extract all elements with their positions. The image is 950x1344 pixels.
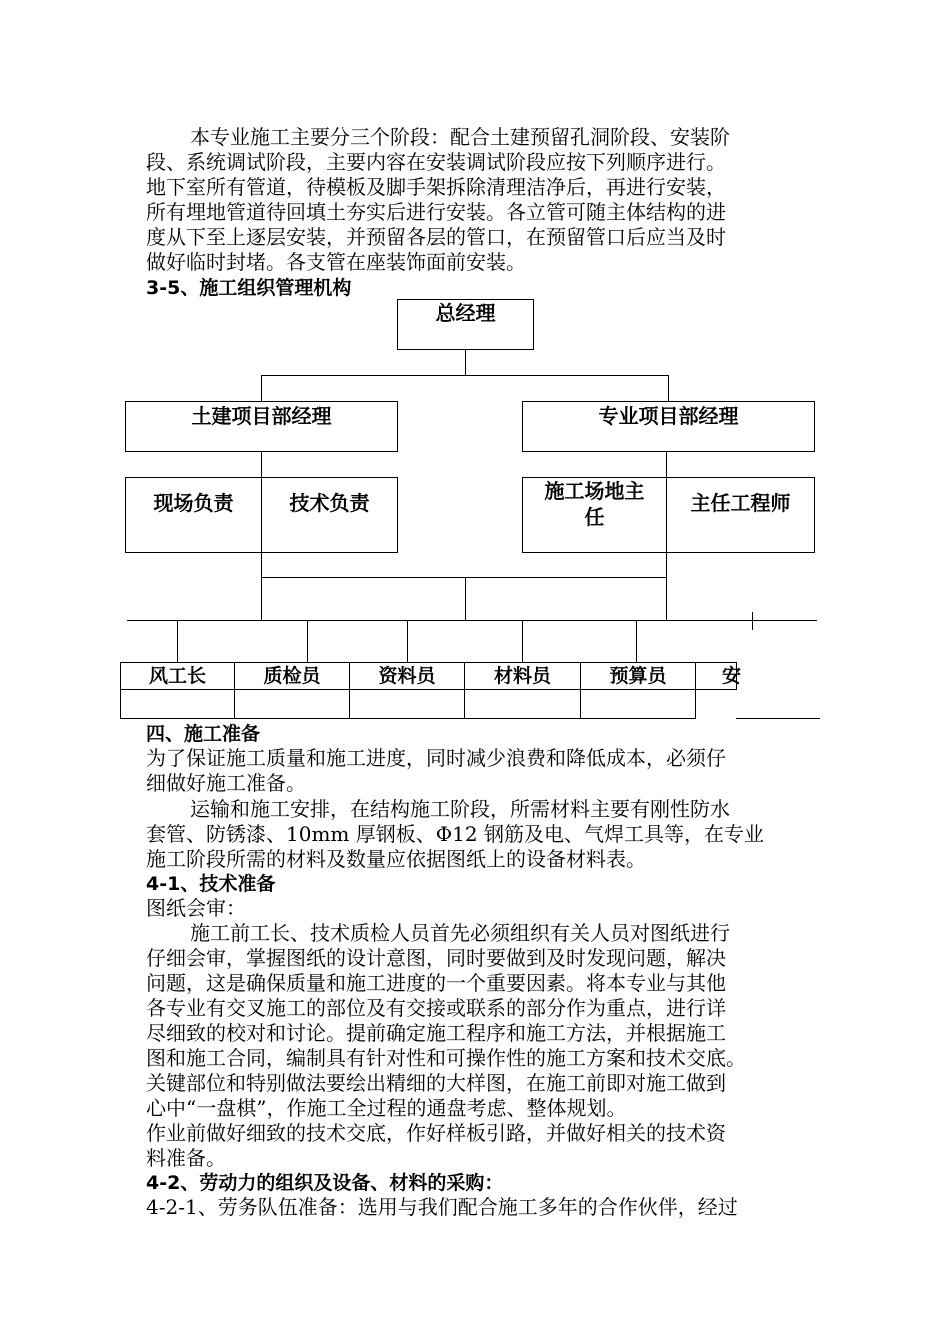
connector bbox=[666, 553, 667, 621]
connector bbox=[261, 375, 669, 376]
org-role-cell: 材料员 bbox=[464, 662, 581, 690]
connector bbox=[261, 375, 262, 402]
text-line: 尽细致的校对和讨论。提前确定施工程序和施工方法，并根据施工 bbox=[146, 1021, 726, 1045]
org-node-civil-manager: 土建项目部经理 bbox=[125, 401, 398, 452]
org-role-empty bbox=[580, 689, 696, 719]
org-node-site-lead: 现场负责 bbox=[125, 477, 262, 553]
text-line: 4-2-1、劳务队伍准备：选用与我们配合施工多年的合作伙伴，经过 bbox=[146, 1195, 738, 1219]
org-heading: 3-5、施工组织管理机构 bbox=[146, 277, 352, 299]
text-line: 图和施工合同，编制具有针对性和可操作性的施工方案和技术交底。 bbox=[146, 1046, 746, 1070]
text-line: 做好临时封堵。各支管在座装饰面前安装。 bbox=[146, 250, 526, 274]
connector bbox=[668, 375, 669, 402]
org-role-cell: 预算员 bbox=[580, 662, 696, 690]
connector bbox=[522, 620, 523, 663]
connector bbox=[261, 452, 262, 478]
section-heading: 4-2、劳动力的组织及设备、材料的采购： bbox=[146, 1172, 504, 1194]
section-heading: 4-1、技术准备 bbox=[146, 873, 276, 895]
org-node-chief-engineer: 主任工程师 bbox=[666, 477, 815, 553]
connector bbox=[177, 620, 178, 663]
org-role-empty bbox=[349, 689, 465, 719]
connector bbox=[666, 452, 667, 478]
org-node-special-manager: 专业项目部经理 bbox=[522, 401, 815, 452]
org-role-cell: 风工长 bbox=[120, 662, 235, 690]
text-line: 施工前工长、技术质检人员首先必须组织有关人员对图纸进行 bbox=[190, 921, 730, 945]
org-role-empty bbox=[464, 689, 581, 719]
connector bbox=[465, 577, 466, 621]
org-role-empty bbox=[120, 689, 235, 719]
org-role-cell: 资料员 bbox=[349, 662, 465, 690]
section-heading: 四、施工准备 bbox=[146, 723, 261, 745]
text-line: 地下室所有管道，待模板及脚手架拆除清理洁净后，再进行安装， bbox=[146, 175, 726, 199]
connector bbox=[465, 350, 466, 376]
text-line: 运输和施工安排，在结构施工阶段，所需材料主要有刚性防水 bbox=[190, 797, 730, 821]
org-node-tech-lead: 技术负责 bbox=[261, 477, 398, 553]
text-line: 段、系统调试阶段，主要内容在安装调试阶段应按下列顺序进行。 bbox=[146, 150, 726, 174]
org-role-cell: 质检员 bbox=[234, 662, 350, 690]
table-border bbox=[736, 718, 820, 719]
text-line: 细做好施工准备。 bbox=[146, 771, 306, 795]
text-line: 心中“一盘棋”，作施工全过程的通盘考虑、整体规划。 bbox=[146, 1096, 627, 1120]
text-line: 本专业施工主要分三个阶段：配合土建预留孔洞阶段、安装阶 bbox=[190, 125, 730, 149]
connector bbox=[261, 577, 667, 578]
org-role-cell: 安 bbox=[695, 662, 737, 690]
text-line: 套管、防锈漆、10mm 厚钢板、Φ12 钢筋及电、气焊工具等，在专业 bbox=[146, 822, 764, 846]
text-line: 度从下至上逐层安装，并预留各层的管口，在预留管口后应当及时 bbox=[146, 225, 726, 249]
connector bbox=[752, 612, 753, 630]
connector bbox=[407, 620, 408, 663]
text-line: 为了保证施工质量和施工进度，同时减少浪费和降低成本，必须仔 bbox=[146, 746, 726, 770]
text-line: 各专业有交叉施工的部位及有交接或联系的部分作为重点，进行详 bbox=[146, 996, 726, 1020]
org-role-empty bbox=[234, 689, 350, 719]
org-node-general-manager: 总经理 bbox=[397, 299, 534, 350]
text-line: 仔细会审，掌握图纸的设计意图，同时要做到及时发现问题，解决 bbox=[146, 946, 726, 970]
text-line: 施工阶段所需的材料及数量应依据图纸上的设备材料表。 bbox=[146, 847, 646, 871]
connector bbox=[307, 620, 308, 663]
connector bbox=[261, 553, 262, 621]
org-node-site-director: 施工场地主任 bbox=[522, 477, 667, 553]
text-line: 料准备。 bbox=[146, 1146, 226, 1170]
text-line: 作业前做好细致的技术交底，作好样板引路，并做好相关的技术资 bbox=[146, 1121, 726, 1145]
text-line: 所有埋地管道待回填土夯实后进行安装。各立管可随主体结构的进 bbox=[146, 200, 726, 224]
connector bbox=[636, 620, 637, 663]
text-line: 问题，这是确保质量和施工进度的一个重要因素。将本专业与其他 bbox=[146, 971, 726, 995]
connector bbox=[127, 620, 817, 621]
text-line: 图纸会审： bbox=[146, 896, 246, 920]
text-line: 关键部位和特别做法要绘出精细的大样图，在施工前即对施工做到 bbox=[146, 1071, 726, 1095]
